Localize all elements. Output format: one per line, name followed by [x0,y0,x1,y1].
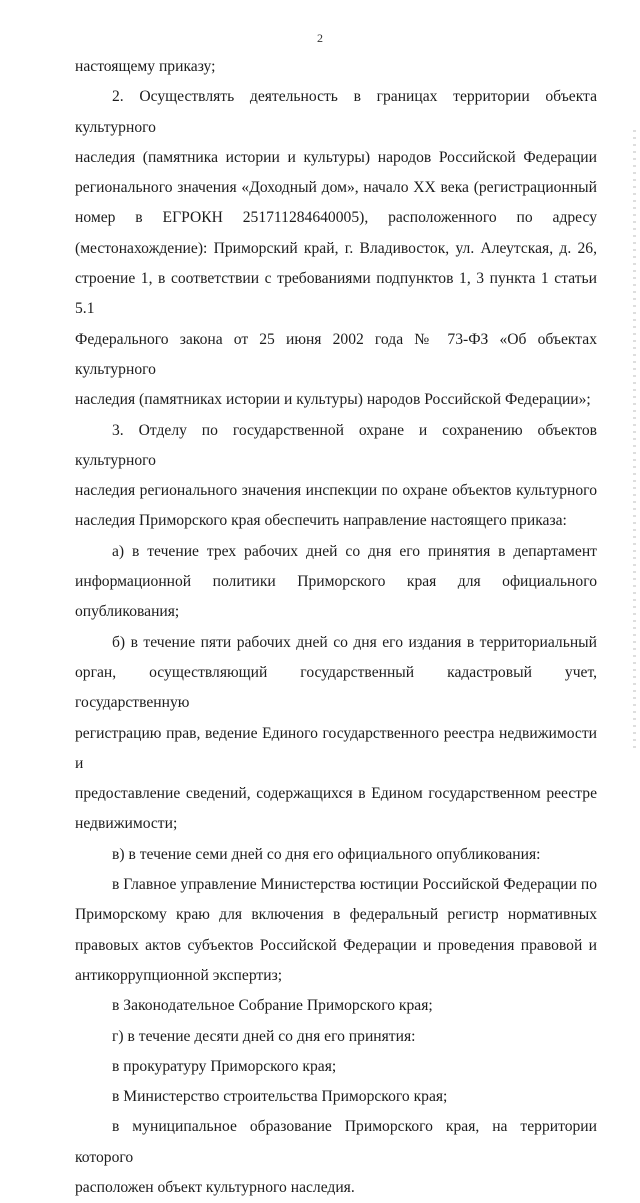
scan-edge-marks [633,130,636,750]
item-b [75,628,597,840]
text-line: строение 1, в соответствии с требованиями подпунктов 1, 3 пункта 1 статьи 5.1 [75,270,597,318]
recipient-justice-ministry [75,870,597,991]
paragraph-3 [75,416,597,537]
text-line: наследия регионального значения инспекции по охране объектов культурного [75,482,597,500]
text-line: в Главное управление Министерства юстиции Российской Федерации по [112,876,597,894]
text-line: наследия (памятника истории и культуры) народов Российской Федерации [75,148,597,166]
text-line: наследия Приморского края обеспечить направление настоящего приказа: [75,512,567,530]
text-line: 3. Отделу по государственной охране и сохранению объектов культурного [75,421,597,469]
text-line: наследия (памятниках истории и культуры) народов Российской Федерации»; [75,391,591,409]
text-line: в прокуратуру Приморского края; [112,1057,337,1075]
item-a [75,537,597,628]
text-line: настоящему приказу; [75,58,216,75]
text-line: правовых актов субъектов Российской Федерации и проведения правовой и [75,936,597,954]
recipient-construction-ministry [75,1082,597,1112]
text-line: антикоррупционной экспертиз; [75,966,283,984]
text-line: регионального значения «Доходный дом», начало XX века (регистрационный [75,179,597,197]
text-line: в Законодательное Собрание Приморского края; [112,997,433,1015]
text-line: недвижимости; [75,815,178,833]
text-line: опубликования; [75,603,180,621]
text-line: в муниципальное образование Приморского края, на территории которого [75,1118,597,1166]
text-line: г) в течение десяти дней со дня его принятия: [112,1027,416,1045]
text-line: предоставление сведений, содержащихся в Едином государственном реестре [75,785,597,803]
text-line: а) в течение трех рабочих дней со дня его принятия в департамент [112,542,597,560]
text-line: расположен объект культурного наследия. [75,1178,355,1196]
paragraph-1-tail [75,52,597,82]
recipient-prosecutor [75,1052,597,1082]
recipient-legislative-assembly [75,991,597,1021]
item-g [75,1022,597,1052]
paragraph-2 [75,82,597,415]
item-v [75,840,597,870]
page-number: 2 [317,31,323,45]
text-line: в) в течение семи дней со дня его официального опубликования: [112,845,541,863]
text-line: в Министерство строительства Приморского края; [112,1088,448,1106]
text-line: информационной политики Приморского края для официального [75,573,597,591]
text-line: 2. Осуществлять деятельность в границах территории объекта культурного [75,88,597,136]
text-line: орган, осуществляющий государственный кадастровый учет, государственную [75,663,597,712]
text-line: б) в течение пяти рабочих дней со дня его издания в территориальный [112,633,597,651]
document-body [75,52,597,1203]
text-line: регистрацию прав, ведение Единого государственного реестра недвижимости и [75,724,597,772]
text-line: номер в ЕГРОКН 251711284640005), расположенного по адресу [75,209,597,227]
text-line: (местонахождение): Приморский край, г. Владивосток, ул. Алеутская, д. 26, [75,239,597,257]
text-line: Федерального закона от 25 июня 2002 года № 73-ФЗ «Об объектах культурного [75,330,597,378]
recipient-municipality [75,1112,597,1203]
text-line: Приморскому краю для включения в федеральный регистр нормативных [75,906,597,924]
